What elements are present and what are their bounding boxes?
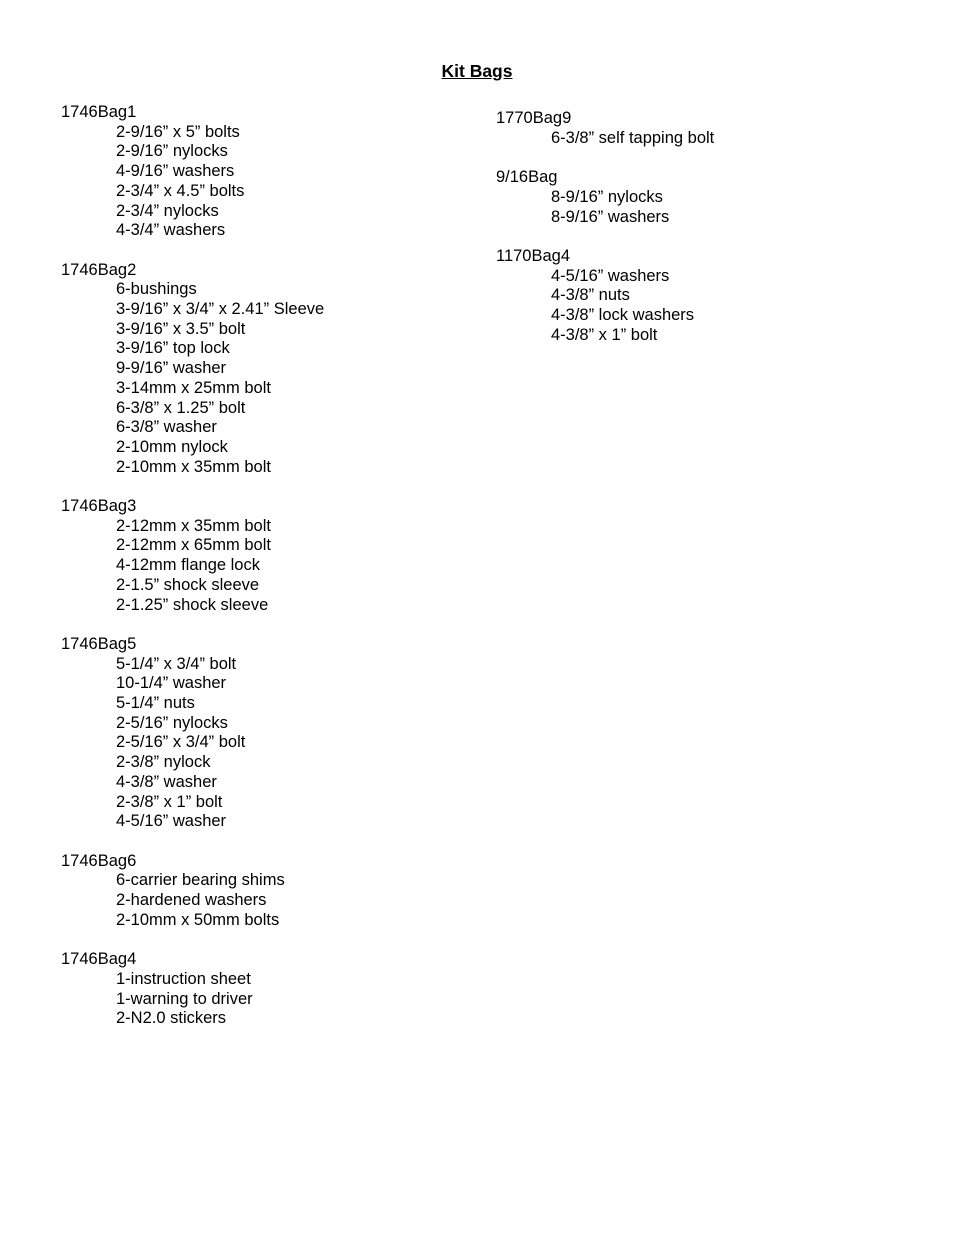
bag-name: 9/16Bag [496, 168, 558, 187]
bag-item-list [61, 970, 441, 1029]
bag-item: 6-carrier bearing shims [116, 871, 285, 890]
bag-item: 2-12mm x 35mm bolt [116, 516, 271, 535]
left-column [61, 103, 441, 1049]
bag-name: 1746Bag2 [61, 260, 137, 279]
bag-item: 4-5/16” washers [551, 266, 670, 285]
bag-item: 2-N2.0 stickers [116, 1009, 227, 1028]
bag-item: 1-instruction sheet [116, 969, 251, 988]
bag-item: 6-3/8” self tapping bolt [551, 128, 715, 147]
bag-item: 2-12mm x 65mm bolt [116, 536, 271, 555]
kit-bag [496, 109, 896, 148]
bag-item: 8-9/16” nylocks [551, 187, 663, 206]
kit-bag [496, 247, 896, 346]
bag-item: 2-1.5” shock sleeve [116, 575, 260, 594]
bag-item: 3-14mm x 25mm bolt [116, 378, 271, 397]
bag-item: 2-10mm x 50mm bolts [116, 910, 280, 929]
bag-item: 2-10mm x 35mm bolt [116, 457, 271, 476]
bag-name: 1170Bag4 [496, 246, 571, 265]
bag-item: 2-9/16” x 5” bolts [116, 122, 240, 141]
bag-item: 2-5/16” nylocks [116, 713, 228, 732]
bag-name: 1746Bag6 [61, 851, 137, 870]
bag-item-list [496, 129, 896, 149]
kit-bag [61, 852, 441, 931]
bag-item: 3-9/16” x 3.5” bolt [116, 319, 246, 338]
bag-item: 4-3/4” washers [116, 221, 226, 240]
bag-name: 1770Bag9 [496, 109, 572, 127]
bag-item-list [496, 188, 896, 227]
right-column [496, 109, 896, 365]
bag-item-list [61, 517, 441, 616]
bag-item: 4-5/16” washer [116, 812, 227, 831]
kit-bag [496, 168, 896, 227]
bag-item-list [61, 655, 441, 832]
bag-item: 2-3/8” x 1” bolt [116, 792, 223, 811]
bag-item: 2-5/16” x 3/4” bolt [116, 733, 246, 752]
bag-item: 6-3/8” x 1.25” bolt [116, 398, 246, 417]
bag-item: 6-bushings [116, 280, 197, 299]
bag-item: 2-1.25” shock sleeve [116, 595, 269, 614]
bag-item-list [496, 267, 896, 346]
bag-name: 1746Bag1 [61, 103, 137, 121]
bag-item: 10-1/4” washer [116, 674, 227, 693]
bag-item: 2-9/16” nylocks [116, 142, 228, 161]
bag-item: 8-9/16” washers [551, 207, 670, 226]
bag-item: 1-warning to driver [116, 989, 253, 1008]
bag-name: 1746Bag5 [61, 634, 137, 653]
bag-item: 2-3/4” x 4.5” bolts [116, 181, 245, 200]
bag-item: 2-hardened washers [116, 891, 267, 910]
kit-bag [61, 261, 441, 478]
kit-bag [61, 103, 441, 241]
bag-name: 1746Bag3 [61, 497, 137, 516]
bag-item-list [61, 871, 441, 930]
bag-item: 2-10mm nylock [116, 437, 228, 456]
bag-item: 4-3/8” x 1” bolt [551, 325, 658, 344]
bag-item: 4-3/8” washer [116, 772, 217, 791]
kit-bag [61, 497, 441, 615]
bag-item: 4-9/16” washers [116, 162, 235, 181]
bag-item-list [61, 280, 441, 477]
kit-bag [61, 950, 441, 1029]
kit-bag [61, 635, 441, 832]
bag-item: 3-9/16” x 3/4” x 2.41” Sleeve [116, 300, 325, 319]
bag-item: 5-1/4” x 3/4” bolt [116, 654, 237, 673]
bag-item: 9-9/16” washer [116, 359, 227, 378]
bag-item: 4-12mm flange lock [116, 556, 260, 575]
bag-item: 2-3/8” nylock [116, 753, 211, 772]
bag-item-list [61, 123, 441, 241]
bag-item: 6-3/8” washer [116, 418, 217, 437]
bag-item: 4-3/8” lock washers [551, 306, 695, 324]
page-title: Kit Bags [441, 61, 513, 81]
bag-item: 3-9/16” top lock [116, 339, 230, 358]
bag-name: 1746Bag4 [61, 950, 137, 969]
bag-item: 4-3/8” nuts [551, 286, 630, 305]
bag-item: 2-3/4” nylocks [116, 201, 219, 220]
bag-item: 5-1/4” nuts [116, 694, 195, 713]
